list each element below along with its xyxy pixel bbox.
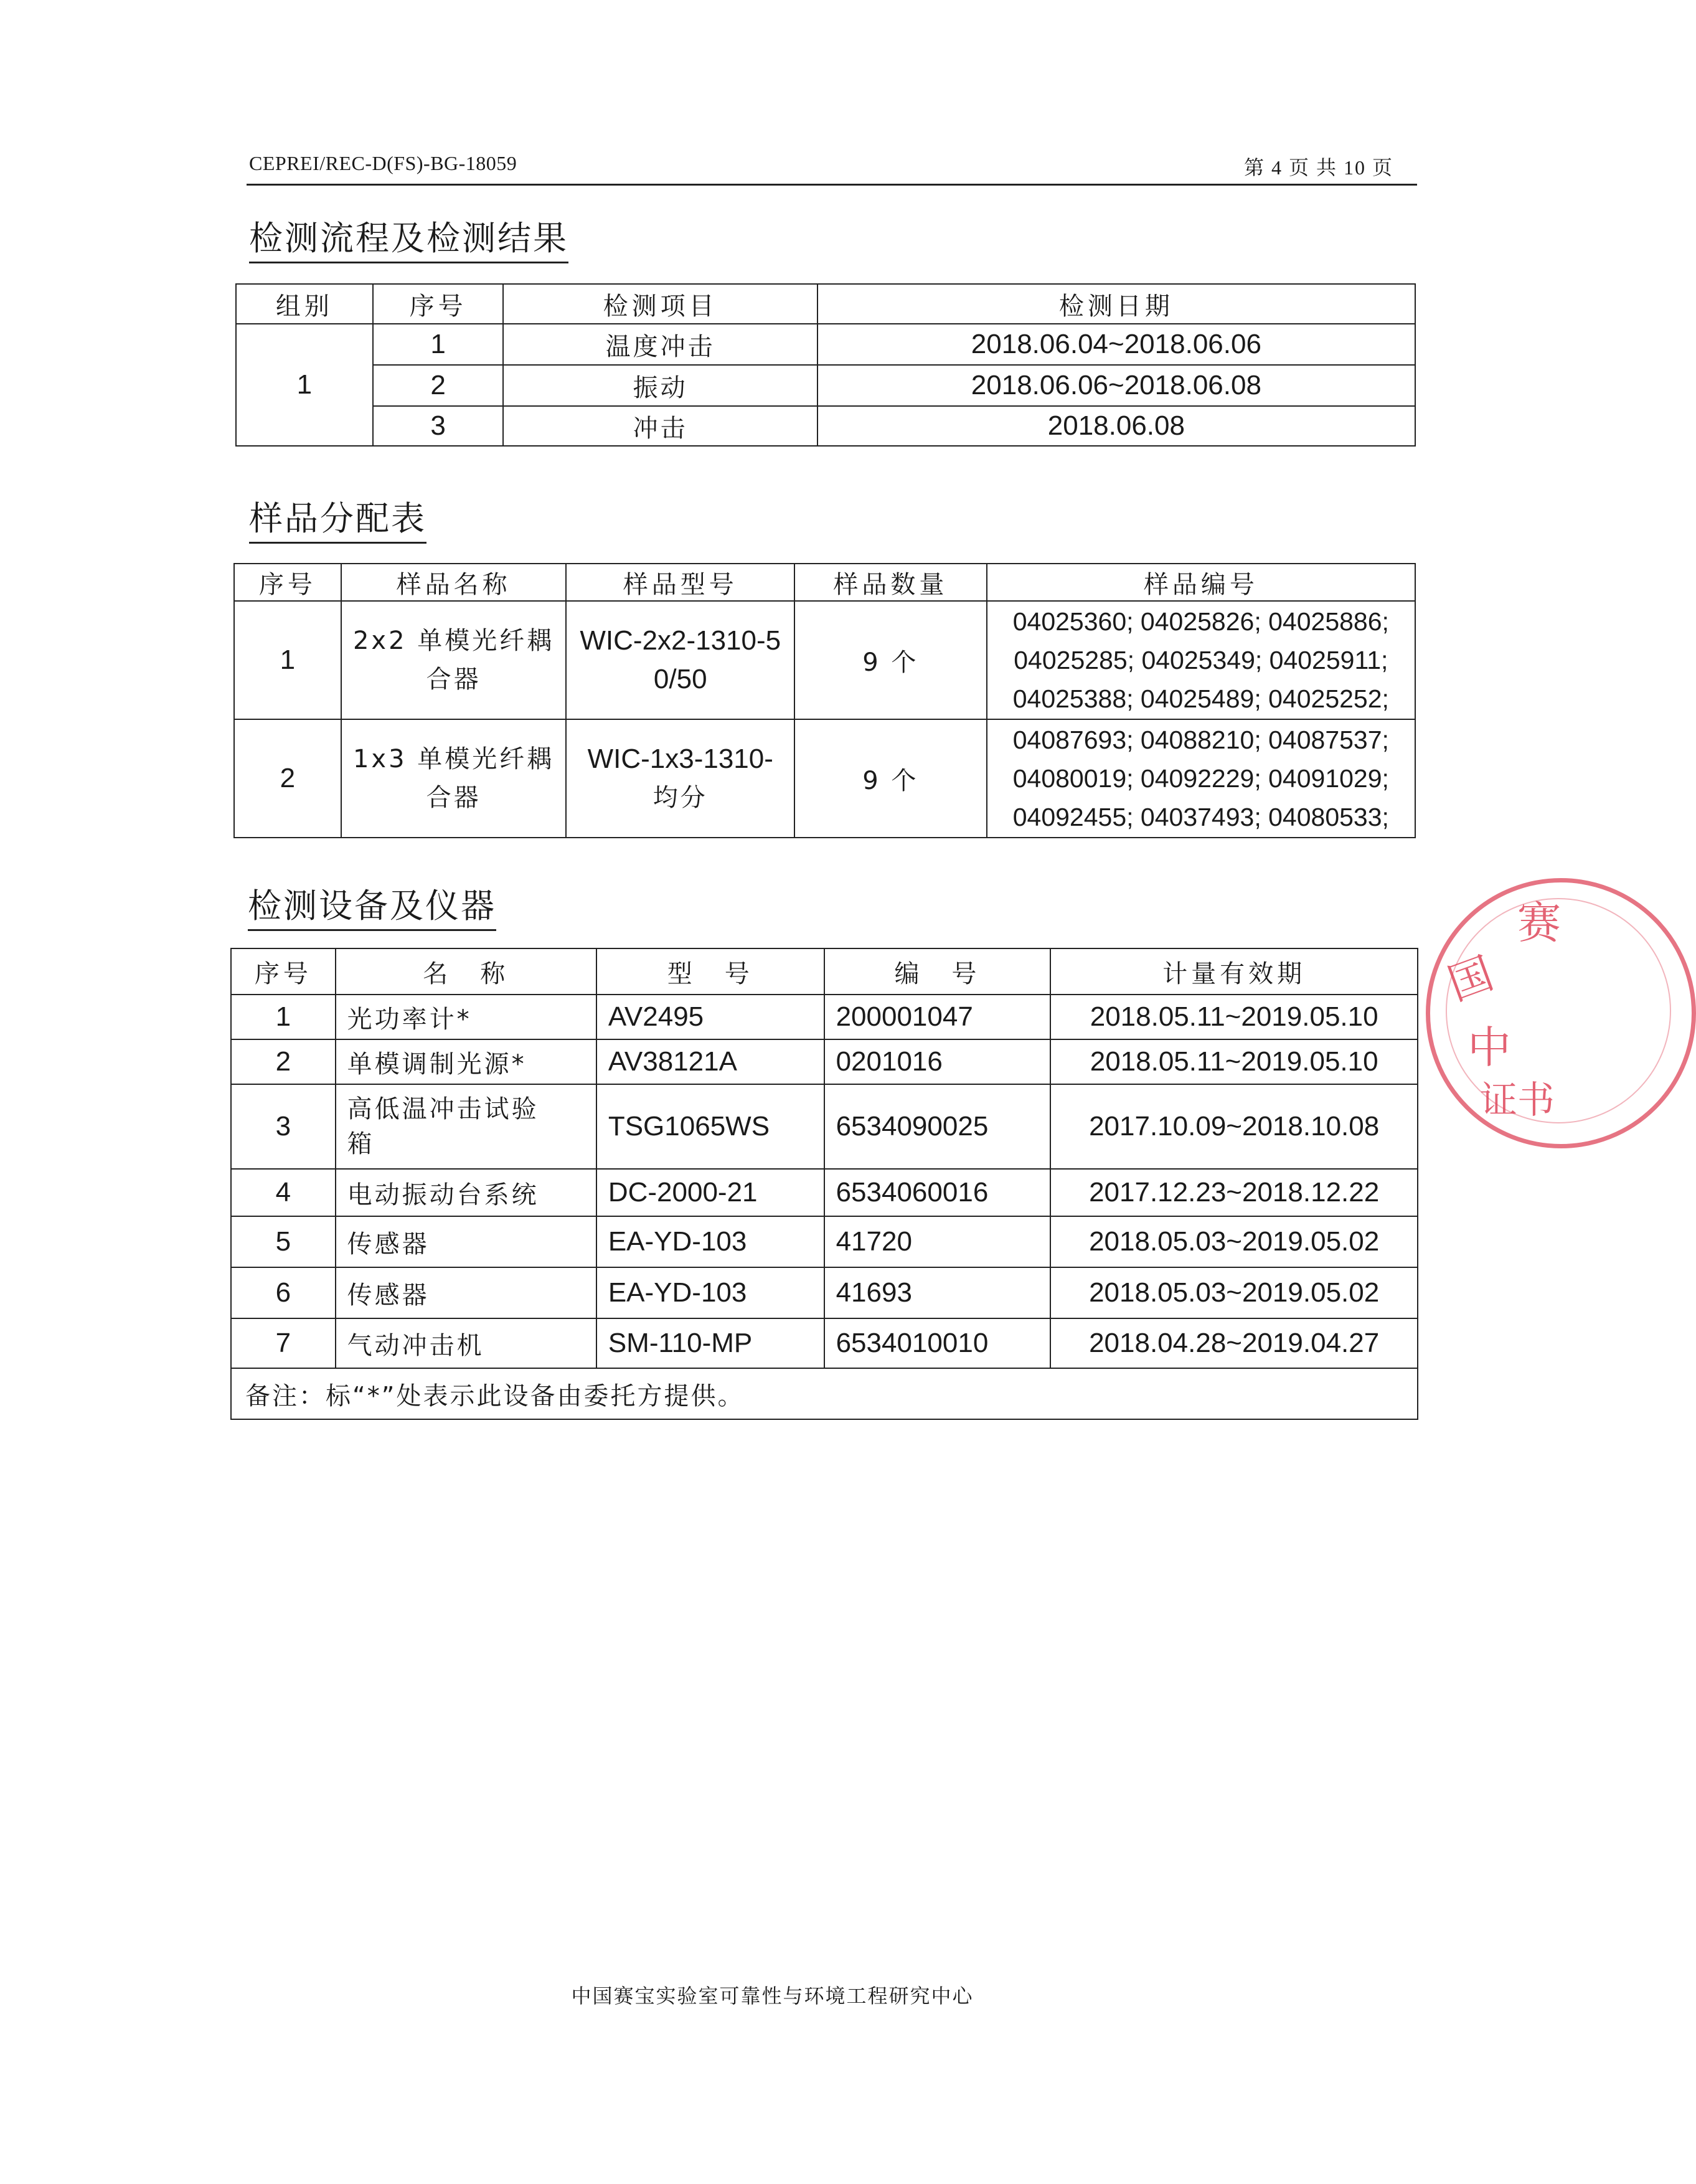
validity-cell: 2018.05.03~2019.05.02 [1050, 1267, 1418, 1318]
table-row [231, 995, 1418, 1039]
sample-ids-cell [987, 601, 1415, 719]
column-header: 检测项目 [503, 284, 817, 324]
equipment-model-cell: AV38121A [596, 1039, 824, 1084]
sample-model-cell [566, 719, 794, 838]
test-item-cell: 温度冲击 [503, 324, 817, 365]
equipment-note: 备注：标“*”处表示此设备由委托方提供。 [231, 1368, 1418, 1419]
seal-text: 国 [1441, 947, 1500, 1011]
sample-model-line: WIC-1x3-1310- [587, 744, 773, 774]
seq-cell: 2 [373, 365, 504, 406]
seal-text: 赛 [1517, 897, 1561, 948]
equipment-name-cell: 高低温冲击试验箱 [336, 1084, 596, 1169]
column-header: 计量有效期 [1050, 948, 1418, 995]
equipment-model-cell: SM-110-MP [596, 1318, 824, 1368]
sample-name-line: 2x2 单模光纤耦 [352, 626, 555, 655]
seal-text: 证书 [1480, 1079, 1555, 1122]
equipment-model-cell: AV2495 [596, 995, 824, 1039]
seq-cell: 4 [231, 1169, 336, 1216]
sample-id-line: 04025388; 04025489; 04025252; [1012, 684, 1389, 713]
equipment-name-cell: 电动振动台系统 [336, 1169, 596, 1216]
sample-id-line: 04025360; 04025826; 04025886; [1012, 607, 1389, 636]
equipment-name-cell: 传感器 [336, 1267, 596, 1318]
sample-qty-cell: 9 个 [794, 601, 987, 719]
seq-cell: 3 [231, 1084, 336, 1169]
equipment-model-cell: TSG1065WS [596, 1084, 824, 1169]
test-date-cell: 2018.06.04~2018.06.06 [817, 324, 1415, 365]
equipment-name-cell: 气动冲击机 [336, 1318, 596, 1368]
sample-id-line: 04080019; 04092229; 04091029; [1012, 764, 1389, 793]
section-title-equipment: 检测设备及仪器 [248, 889, 496, 931]
table-row [234, 601, 1415, 719]
equipment-number-cell: 6534060016 [824, 1169, 1051, 1216]
sample-model-line: 均分 [652, 784, 708, 811]
test-item-cell: 冲击 [503, 406, 817, 446]
table-row [231, 1216, 1418, 1267]
table-row [236, 365, 1415, 406]
equipment-number-cell: 6534090025 [824, 1084, 1051, 1169]
sample-ids-cell [987, 719, 1415, 838]
validity-cell: 2018.05.11~2019.05.10 [1050, 995, 1418, 1039]
seq-cell: 5 [231, 1216, 336, 1267]
test-flow-table [235, 283, 1416, 447]
test-date-cell: 2018.06.08 [817, 406, 1415, 446]
official-seal [1426, 878, 1696, 1148]
sample-model-line: WIC-2x2-1310-5 [580, 625, 781, 656]
footer-organization: 中国赛宝实验室可靠性与环境工程研究中心 [571, 1984, 974, 2008]
section-title-samples: 样品分配表 [249, 502, 426, 544]
equipment-number-cell: 41693 [824, 1267, 1051, 1318]
equipment-model-cell: EA-YD-103 [596, 1216, 824, 1267]
column-header: 名 称 [336, 948, 596, 995]
column-header: 组别 [236, 284, 373, 324]
seq-cell: 1 [234, 601, 341, 719]
sample-name-cell [341, 601, 567, 719]
document-code: CEPREI/REC-D(FS)-BG-18059 [249, 152, 517, 174]
sample-id-line: 04087693; 04088210; 04087537; [1012, 726, 1389, 754]
column-header: 样品型号 [566, 564, 794, 601]
table-row [236, 406, 1415, 446]
column-header: 样品数量 [794, 564, 987, 601]
equipment-number-cell: 0201016 [824, 1039, 1051, 1084]
column-header: 编 号 [824, 948, 1051, 995]
table-row [236, 324, 1415, 365]
sample-name-cell [341, 719, 567, 838]
table-header-row [231, 948, 1418, 995]
section-title-test-flow: 检测流程及检测结果 [249, 222, 568, 263]
seq-cell: 2 [234, 719, 341, 838]
test-item-cell: 振动 [503, 365, 817, 406]
equipment-model-cell: DC-2000-21 [596, 1169, 824, 1216]
column-header: 检测日期 [817, 284, 1415, 324]
sample-name-line: 合器 [426, 665, 481, 694]
table-row [231, 1039, 1418, 1084]
table-row [231, 1267, 1418, 1318]
equipment-number-cell: 200001047 [824, 995, 1051, 1039]
equipment-number-cell: 6534010010 [824, 1318, 1051, 1368]
test-date-cell: 2018.06.06~2018.06.08 [817, 365, 1415, 406]
sample-allocation-table [233, 563, 1416, 838]
validity-cell: 2018.05.11~2019.05.10 [1050, 1039, 1418, 1084]
sample-model-line: 0/50 [653, 664, 707, 694]
equipment-name-cell: 单模调制光源* [336, 1039, 596, 1084]
validity-cell: 2018.05.03~2019.05.02 [1050, 1216, 1418, 1267]
table-row [234, 719, 1415, 838]
table-header-row [236, 284, 1415, 324]
table-note-row [231, 1368, 1418, 1419]
equipment-number-cell: 41720 [824, 1216, 1051, 1267]
sample-id-line: 04092455; 04037493; 04080533; [1012, 803, 1389, 831]
column-header: 型 号 [596, 948, 824, 995]
sample-qty-cell: 9 个 [794, 719, 987, 838]
table-row [231, 1318, 1418, 1368]
seq-cell: 7 [231, 1318, 336, 1368]
seq-cell: 1 [231, 995, 336, 1039]
seq-cell: 6 [231, 1267, 336, 1318]
seq-cell: 3 [373, 406, 504, 446]
column-header: 样品编号 [987, 564, 1415, 601]
seq-cell: 2 [231, 1039, 336, 1084]
sample-id-line: 04025285; 04025349; 04025911; [1014, 646, 1388, 674]
column-header: 样品名称 [341, 564, 567, 601]
validity-cell: 2017.12.23~2018.12.22 [1050, 1169, 1418, 1216]
equipment-name-cell: 光功率计* [336, 995, 596, 1039]
table-row [231, 1169, 1418, 1216]
equipment-name-cell: 传感器 [336, 1216, 596, 1267]
validity-cell: 2018.04.28~2019.04.27 [1050, 1318, 1418, 1368]
sample-model-cell [566, 601, 794, 719]
page-number: 第 4 页 共 10 页 [1243, 156, 1393, 179]
column-header: 序号 [231, 948, 336, 995]
equipment-model-cell: EA-YD-103 [596, 1267, 824, 1318]
table-header-row [234, 564, 1415, 601]
sample-name-line: 1x3 单模光纤耦 [352, 745, 555, 773]
header-divider [247, 184, 1417, 186]
seq-cell: 1 [373, 324, 504, 365]
table-row [231, 1084, 1418, 1169]
column-header: 序号 [373, 284, 504, 324]
equipment-table [230, 948, 1418, 1420]
validity-cell: 2017.10.09~2018.10.08 [1050, 1084, 1418, 1169]
column-header: 序号 [234, 564, 341, 601]
seal-text: 中 [1468, 1022, 1511, 1073]
group-cell: 1 [236, 324, 373, 446]
sample-name-line: 合器 [426, 783, 481, 812]
